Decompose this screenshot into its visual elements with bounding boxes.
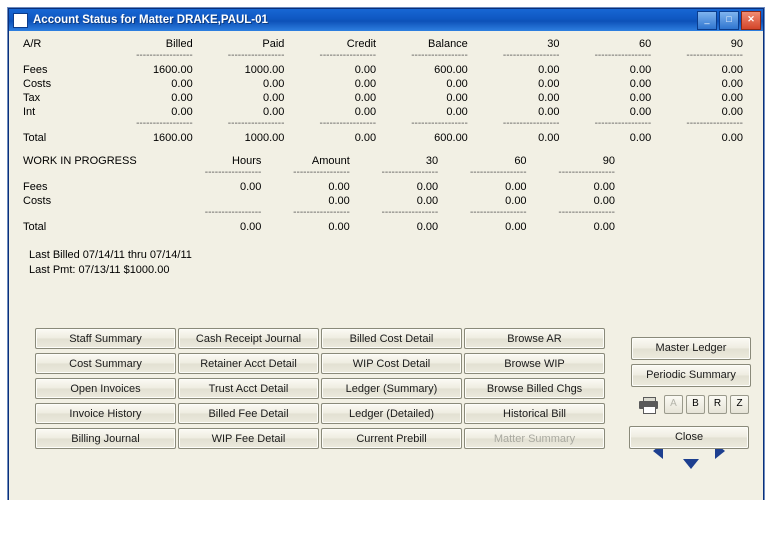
historical-bill-button[interactable]: Historical Bill [464, 403, 605, 424]
browse-wip-button[interactable]: Browse WIP [464, 353, 605, 374]
ar-cell: 600.00 [434, 64, 468, 76]
ledger-button-group [631, 337, 749, 391]
window-title: Account Status for Matter DRAKE,PAUL-01 [33, 14, 268, 26]
wip-cost-detail-button[interactable]: WIP Cost Detail [321, 353, 462, 374]
wip-header-hours: Hours [232, 155, 262, 167]
ar-total-cell: 1000.00 [244, 132, 285, 144]
maximize-button[interactable]: □ [719, 11, 739, 30]
ar-total-row [21, 131, 745, 145]
wip-header-60: 60 [514, 155, 527, 167]
wip-cell: 0.00 [239, 181, 262, 193]
wip-cell: 0.00 [328, 181, 350, 193]
ar-header-paid: Paid [262, 38, 285, 50]
ar-total-cell: 0.00 [721, 132, 743, 144]
table-row [21, 63, 745, 77]
section-spacer [21, 145, 745, 154]
ar-cell: 0.00 [262, 106, 285, 118]
close-icon[interactable]: ✕ [741, 11, 761, 30]
browse-ar-button[interactable]: Browse AR [464, 328, 605, 349]
open-invoices-button[interactable]: Open Invoices [35, 378, 176, 399]
wip-cell: 0.00 [328, 195, 350, 207]
wip-total-row [21, 220, 745, 234]
ar-total-cell: 0.00 [538, 132, 560, 144]
ar-cell: 1000.00 [244, 64, 285, 76]
wip-table [21, 154, 745, 234]
ledger-summary-button[interactable]: Ledger (Summary) [321, 378, 462, 399]
b-button[interactable]: B [686, 395, 705, 414]
trust-acct-detail-button[interactable]: Trust Acct Detail [178, 378, 319, 399]
wip-header-30: 30 [425, 155, 439, 167]
ar-header-90: 90 [730, 38, 743, 50]
periodic-summary-button[interactable]: Periodic Summary [631, 364, 751, 387]
app-icon [13, 13, 28, 28]
wip-cell: 0.00 [593, 195, 615, 207]
wip-title: WORK IN PROGRESS [23, 155, 137, 167]
table-row [21, 180, 745, 194]
last-activity-info [29, 248, 753, 278]
billing-journal-button[interactable]: Billing Journal [35, 428, 176, 449]
wip-header-row [21, 154, 745, 168]
browse-billed-chgs-button[interactable]: Browse Billed Chgs [464, 378, 605, 399]
ar-cell: 1600.00 [152, 64, 193, 76]
ar-cell: 0.00 [721, 64, 743, 76]
table-row [21, 77, 745, 91]
ar-cell: 0.00 [538, 92, 560, 104]
ar-total-cell: 0.00 [354, 132, 377, 144]
arrow-down-icon[interactable] [683, 459, 699, 469]
account-status-window [8, 8, 764, 502]
z-button[interactable]: Z [730, 395, 749, 414]
wip-total-cell: 0.00 [416, 221, 439, 233]
minimize-button[interactable]: _ [697, 11, 717, 30]
ar-row-label: Int [23, 106, 36, 118]
ar-row-label: Fees [23, 64, 48, 76]
cash-receipt-journal-button[interactable]: Cash Receipt Journal [178, 328, 319, 349]
ar-cell: 0.00 [446, 106, 468, 118]
ar-header-credit: Credit [346, 38, 377, 50]
ar-cell: 0.00 [354, 64, 377, 76]
wip-header-rule: ----------------- ----------------- ----------------- ----------------- ----------------- [204, 169, 615, 177]
wip-row-label: Fees [23, 181, 48, 193]
r-button[interactable]: R [708, 395, 727, 414]
retainer-acct-detail-button[interactable]: Retainer Acct Detail [178, 353, 319, 374]
ar-cell: 0.00 [262, 78, 285, 90]
wip-row-label: Costs [23, 195, 52, 207]
master-ledger-button[interactable]: Master Ledger [631, 337, 751, 360]
wip-cell: 0.00 [505, 181, 527, 193]
ar-header-billed: Billed [165, 38, 193, 50]
title-bar [9, 9, 763, 31]
ar-cell: 0.00 [354, 78, 377, 90]
ar-cell: 0.00 [538, 106, 560, 118]
wip-cell [175, 194, 263, 208]
ar-cell: 0.00 [354, 92, 377, 104]
ar-cell: 0.00 [629, 106, 652, 118]
billed-cost-detail-button[interactable]: Billed Cost Detail [321, 328, 462, 349]
ar-cell: 0.00 [538, 78, 560, 90]
ar-cell: 0.00 [354, 106, 377, 118]
ar-header-rule: ----------------- ----------------- ----------------- ----------------- ----------------- ----------------- ----------------- [136, 52, 743, 60]
wip-header-90: 90 [602, 155, 615, 167]
ar-cell: 0.00 [446, 92, 468, 104]
table-row [21, 105, 745, 119]
wip-fee-detail-button[interactable]: WIP Fee Detail [178, 428, 319, 449]
wip-cell: 0.00 [416, 195, 439, 207]
ar-cell: 0.00 [721, 78, 743, 90]
wip-cell: 0.00 [416, 181, 439, 193]
printer-icon[interactable] [639, 397, 658, 413]
ar-total-cell: 1600.00 [152, 132, 193, 144]
wip-total-cell: 0.00 [505, 221, 527, 233]
ar-total-rule: ----------------- ----------------- ----------------- ----------------- ----------------- ----------------- ----------------- [136, 120, 743, 128]
cost-summary-button[interactable]: Cost Summary [35, 353, 176, 374]
wip-total-cell: 0.00 [239, 221, 262, 233]
ar-total-cell: 600.00 [434, 132, 468, 144]
close-button[interactable]: Close [629, 426, 749, 449]
ar-cell: 0.00 [538, 64, 560, 76]
ar-row-label: Costs [23, 78, 52, 90]
client-area [9, 31, 763, 501]
ar-total-cell: 0.00 [629, 132, 652, 144]
staff-summary-button[interactable]: Staff Summary [35, 328, 176, 349]
ar-cell: 0.00 [721, 92, 743, 104]
ar-header-label: A/R [23, 38, 42, 50]
table-row [21, 194, 745, 208]
invoice-history-button[interactable]: Invoice History [35, 403, 176, 424]
ar-header-30: 30 [547, 38, 560, 50]
last-payment-text: Last Pmt: 07/13/11 $1000.00 [29, 264, 170, 276]
ar-cell: 0.00 [262, 92, 285, 104]
ar-cell: 0.00 [171, 92, 193, 104]
ledger-detailed-button[interactable]: Ledger (Detailed) [321, 403, 462, 424]
action-button-grid [35, 328, 605, 449]
ar-cell: 0.00 [629, 78, 652, 90]
desktop-background [0, 500, 778, 536]
current-prebill-button[interactable]: Current Prebill [321, 428, 462, 449]
ar-total-label: Total [23, 132, 47, 144]
wip-cell: 0.00 [505, 195, 527, 207]
a-button[interactable]: A [664, 395, 683, 414]
wip-total-cell: 0.00 [593, 221, 615, 233]
wip-total-cell: 0.00 [328, 221, 350, 233]
ar-cell: 0.00 [721, 106, 743, 118]
ar-table [21, 37, 745, 154]
ar-cell: 0.00 [629, 92, 652, 104]
ar-cell: 0.00 [171, 106, 193, 118]
ar-header-row [21, 37, 745, 51]
wip-total-label: Total [23, 221, 47, 233]
ar-header-60: 60 [638, 38, 652, 50]
matter-summary-button: Matter Summary [464, 428, 605, 449]
table-row [21, 91, 745, 105]
print-toolbar [639, 395, 749, 414]
ar-cell: 0.00 [171, 78, 193, 90]
ar-cell: 0.00 [629, 64, 652, 76]
ar-header-balance: Balance [428, 38, 468, 50]
ar-row-label: Tax [23, 92, 41, 104]
wip-header-amount: Amount [311, 155, 350, 167]
billed-fee-detail-button[interactable]: Billed Fee Detail [178, 403, 319, 424]
wip-total-rule: ----------------- ----------------- ----------------- ----------------- ----------------- [204, 209, 615, 217]
ar-cell: 0.00 [446, 78, 468, 90]
wip-cell: 0.00 [593, 181, 615, 193]
last-billed-text: Last Billed 07/14/11 thru 07/14/11 [29, 249, 192, 261]
window-controls [697, 11, 761, 30]
